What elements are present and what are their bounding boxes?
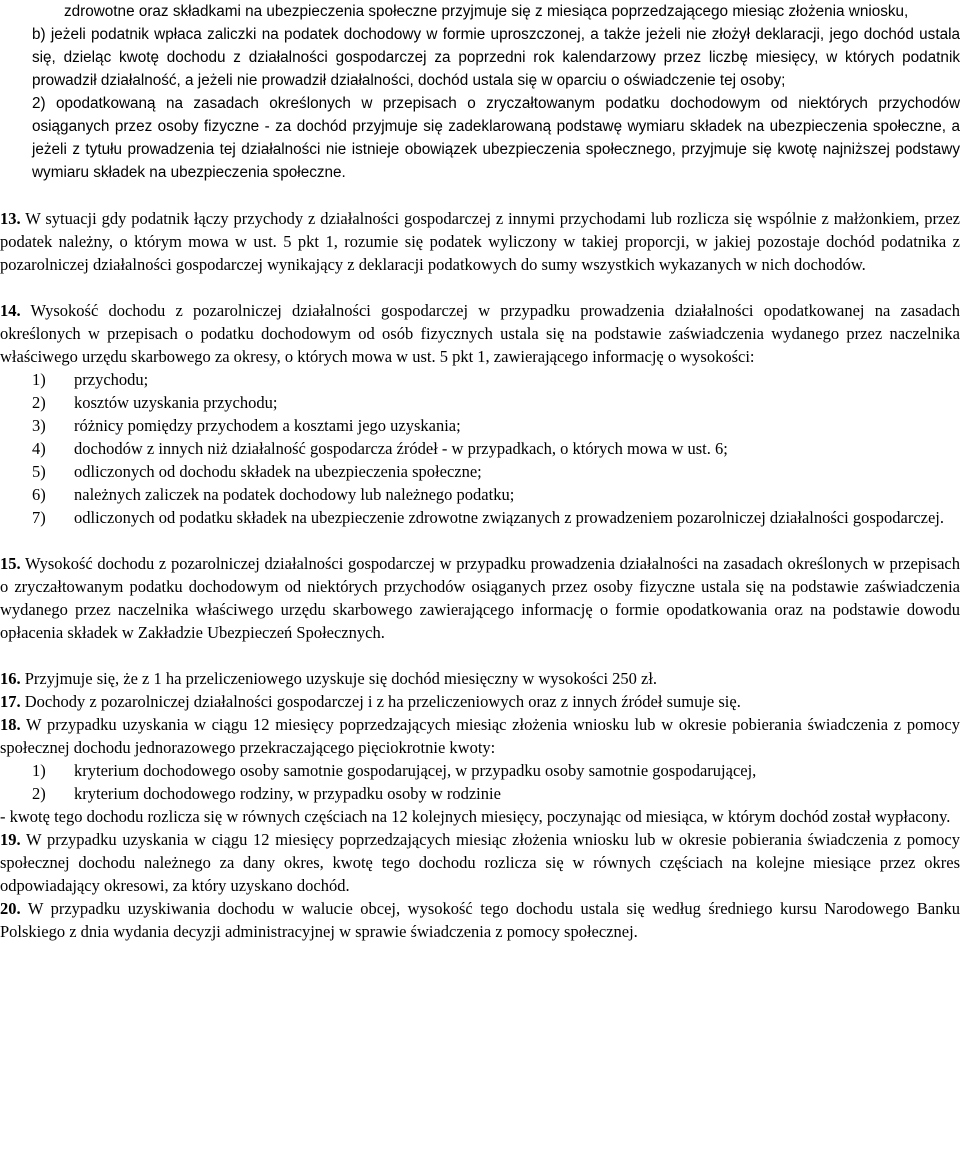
item-text: przychodu; (74, 370, 149, 389)
section-19 (0, 828, 960, 897)
section-text: W przypadku uzyskiwania dochodu w walucie obcej, wysokość tego dochodu ustala się według średniego kursu Narodowego Banku Polskiego z dnia wydania decyzji administracyjnej w sprawie świadczenia z pomocy społecznej. (0, 899, 960, 941)
section-18-tail: - kwotę tego dochodu rozlicza się w równych częściach na 12 kolejnych miesięcy, poczynając od miesiąca, w którym dochód został wypłacony. (0, 807, 951, 826)
section-text: Wysokość dochodu z pozarolniczej działalności gospodarczej w przypadku prowadzenia działalności na zasadach określonych w przepisach o zryczałtowanym podatku dochodowym od niektórych przychodów osiąganych przez osoby fizyczne ustala się na podstawie zaświadczenia wydanego przez naczelnika właściwego urzędu skarbowego zawierającego informację o formie opodatkowania oraz na podstawie dowodu opłacenia składek w Zakładzie Ubezpieczeń Społecznych. (0, 554, 960, 642)
item-text: odliczonych od dochodu składek na ubezpieczenia społeczne; (74, 462, 482, 481)
section-number: 16. (0, 669, 21, 688)
section-text: W sytuacji gdy podatnik łączy przychody z działalności gospodarczej z innymi przychodami lub rozlicza się wspólnie z małżonkiem, przez podatek należny, o którym mowa w ust. 5 pkt 1, rozumie się podatek wyliczony w takiej proporcji, w jakiej pozostaje dochód podatnika z pozarolniczej działalności gospodarczej wynikający z deklaracji podatkowych do sumy wszystkich wykazanych w nich dochodów. (0, 209, 960, 274)
point-b-paragraph: b) jeżeli podatnik wpłaca zaliczki na podatek dochodowy w formie uproszczonej, a także jeżeli nie złożył deklaracji, jego dochód ustala się, dzieląc kwotę dochodu z działalności gospodarczej za poprzedni rok kalendarzowy przez liczbę miesięcy, w których podatnik prowadził działalność, a jeżeli nie prowadził działalności, dochód ustala się w oparciu o oświadczenie tej osoby; (32, 26, 960, 89)
item-number: 6) (32, 485, 46, 504)
item-number: 2) (32, 393, 46, 412)
item-text: odliczonych od podatku składek na ubezpieczenie zdrowotne związanych z prowadzeniem pozarolniczej działalności gospodarczej. (74, 508, 944, 527)
item-number: 1) (32, 370, 46, 389)
top-section (0, 0, 960, 184)
spacer (0, 529, 960, 552)
item-text: należnych zaliczek na podatek dochodowy lub należnego podatku; (74, 485, 515, 504)
spacer (0, 644, 960, 667)
section-number: 19. (0, 830, 21, 849)
list-item (0, 483, 960, 506)
section-text: W przypadku uzyskania w ciągu 12 miesięcy poprzedzających miesiąc złożenia wniosku lub w okresie pobierania świadczenia z pomocy społecznej dochodu jednorazowego przekraczającego pięciokrotnie kwoty: (0, 715, 960, 757)
point-2-paragraph: 2) opodatkowaną na zasadach określonych w przepisach o zryczałtowanym podatku dochodowym od niektórych przychodów osiąganych przez osoby fizyczne - za dochód przyjmuje się zadeklarowaną podstawę wymiaru składek na ubezpieczenia społeczne, a jeżeli z tytułu prowadzenia tej działalności nie istnieje obowiązek ubezpieczenia społecznego, przyjmuje się kwotę najniższej podstawy wymiaru składek na ubezpieczenia społeczne. (32, 95, 960, 181)
spacer (0, 276, 960, 299)
spacer (0, 184, 960, 207)
list-item (0, 414, 960, 437)
item-number: 2) (32, 784, 46, 803)
section-text: Wysokość dochodu z pozarolniczej działalności gospodarczej w przypadku prowadzenia działalności opodatkowanej na zasadach określonych w przepisach o podatku dochodowym od osób fizycznych ustala się na podstawie zaświadczenia wydanego przez naczelnika właściwego urzędu skarbowego za okresy, o których mowa w ust. 5 pkt 1, zawierającego informację o wysokości: (0, 301, 960, 366)
section-number: 14. (0, 301, 21, 320)
list-item (0, 759, 960, 782)
section-number: 20. (0, 899, 21, 918)
list-item (0, 391, 960, 414)
item-text: kosztów uzyskania przychodu; (74, 393, 278, 412)
item-number: 3) (32, 416, 46, 435)
item-number: 5) (32, 462, 46, 481)
item-text: dochodów z innych niż działalność gospodarcza źródeł - w przypadkach, o których mowa w ust. 6; (74, 439, 728, 458)
list-item (0, 782, 960, 805)
section-13 (0, 207, 960, 276)
section-17 (0, 690, 960, 713)
item-text: kryterium dochodowego osoby samotnie gospodarującej, w przypadku osoby samotnie gospodarującej, (74, 761, 757, 780)
section-16 (0, 667, 960, 690)
section-text: W przypadku uzyskania w ciągu 12 miesięcy poprzedzających miesiąc złożenia wniosku lub w okresie pobierania świadczenia z pomocy społecznej dochodu należnego za dany okres, kwotę tego dochodu rozlicza się w równych częściach na kolejne miesiące przez okres odpowiadający okresowi, za który uzyskano dochód. (0, 830, 960, 895)
list-item (0, 437, 960, 460)
item-number: 1) (32, 761, 46, 780)
section-15 (0, 552, 960, 644)
section-text: Dochody z pozarolniczej działalności gospodarczej i z ha przeliczeniowych oraz z innych źródeł sumuje się. (20, 692, 741, 711)
section-18 (0, 713, 960, 759)
section-20 (0, 897, 960, 943)
section-text: Przyjmuje się, że z 1 ha przeliczeniowego uzyskuje się dochód miesięczny w wysokości 250 zł. (20, 669, 658, 688)
section-number: 15. (0, 554, 21, 573)
section-number: 17. (0, 692, 21, 711)
item-text: różnicy pomiędzy przychodem a kosztami jego uzyskania; (74, 416, 461, 435)
list-item (0, 506, 960, 529)
section-14-list (0, 368, 960, 529)
section-14 (0, 299, 960, 368)
continuation-paragraph: zdrowotne oraz składkami na ubezpieczenia społeczne przyjmuje się z miesiąca poprzedzającego miesiąc złożenia wniosku, (64, 3, 909, 20)
section-number: 18. (0, 715, 21, 734)
item-number: 7) (32, 508, 46, 527)
list-item (0, 460, 960, 483)
item-text: kryterium dochodowego rodziny, w przypadku osoby w rodzinie (74, 784, 501, 803)
section-number: 13. (0, 209, 21, 228)
item-number: 4) (32, 439, 46, 458)
list-item (0, 368, 960, 391)
